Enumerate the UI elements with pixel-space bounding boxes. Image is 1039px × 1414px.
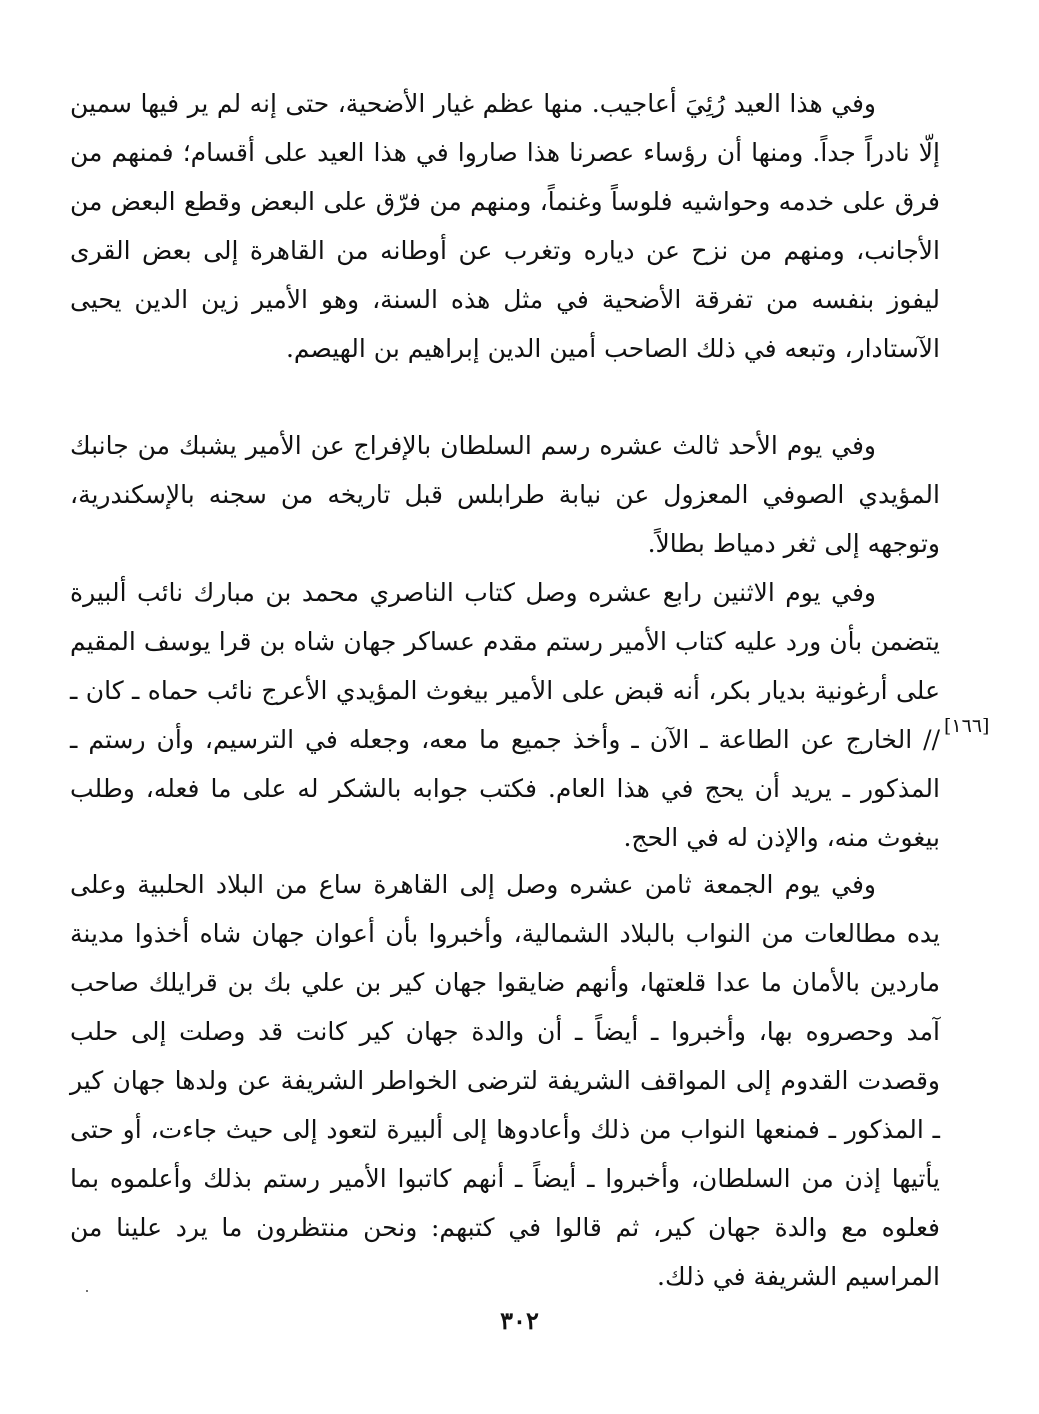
paragraph-text: وفي يوم الجمعة ثامن عشره وصل إلى القاهرة ساع من البلاد الحلبية وعلى يده مطالعات من النواب بالبلاد الشمالية، وأخبروا بأن أعوان جهان شاه أخذوا مدينة ماردين بالأمان ما عدا قلعتها، وأنهم ضايقوا جهان كير بن علي بك بن قرايلك صاحب آمد وحصروه بها، وأخبروا ـ أيضاً ـ أن والدة جهان كير كانت قد وصلت إلى حلب وقصدت القدوم إلى المواقف الشريفة لترضى الخواطر الشريفة عن ولدها جهان كير ـ المذكور ـ فمنعها النواب من ذلك وأعادوها إلى ألبيرة لتعود إلى حيث جاءت، أو حتى يأتيها إذن من السلطان، وأخبروا ـ أيضاً ـ أنهم كاتبوا الأمير رستم بذلك وأعلموه بما فعلوه مع والدة جهان كير، ثم قالوا في كتبهم: ونحن منتظرون ما يرد علينا من المراسيم الشريفة في ذلك.: [70, 870, 940, 1291]
paragraph-release-yashbak: [70, 421, 940, 568]
paragraph-letter-al-bira: [70, 568, 940, 862]
stray-mark: [86, 1290, 88, 1292]
paragraph-text: وفي يوم الاثنين رابع عشره وصل كتاب الناصري محمد بن مبارك نائب ألبيرة يتضمن بأن ورد عليه كتاب الأمير رستم مقدم عساكر جهان شاه بن قرا يوسف المقيم على أرغونية بديار بكر، أنه قبض على الأمير بيغوث المؤيدي الأعرج نائب حماه ـ كان ـ // الخارج عن الطاعة ـ الآن ـ وأخذ جميع ما معه، وجعله في الترسيم، وأن رستم ـ المذكور ـ يريد أن يحج في هذا العام. فكتب جوابه بالشكر له على ما فعله، وطلب بيغوث منه، والإذن له في الحج.: [70, 578, 940, 852]
folio-marker: [١٦٦]: [944, 715, 990, 737]
paragraph-text: وفي يوم الأحد ثالث عشره رسم السلطان بالإفراج عن الأمير يشبك من جانبك المؤيدي الصوفي المعزول عن نيابة طرابلس قبل تاريخه من سجنه بالإسكندرية، وتوجهه إلى ثغر دمياط بطالاً.: [70, 431, 940, 558]
paragraph-text: وفي هذا العيد رُئِيَ أعاجيب. منها عظم غيار الأضحية، حتى إنه لم ير فيها سمين إلّا نادراً جداً. ومنها أن رؤساء عصرنا هذا صاروا في هذا العيد على أقسام؛ فمنهم من فرق على خدمه وحواشيه فلوساً وغنماً، ومنهم من فرّق على البعض وقطع البعض من الأجانب، ومنهم من نزح عن دياره وتغرب عن أوطانه من القاهرة إلى بعض القرى ليفوز بنفسه من تفرقة الأضحية في مثل هذه السنة، وهو الأمير زين الدين يحيى الآستادار، وتبعه في ذلك الصاحب أمين الدين إبراهيم بن الهيصم.: [70, 89, 940, 363]
page-number: ٣٠٢: [500, 1306, 539, 1335]
paragraph-courier-aleppo: [70, 860, 940, 1301]
paragraph-eid-wonders: [70, 79, 940, 373]
